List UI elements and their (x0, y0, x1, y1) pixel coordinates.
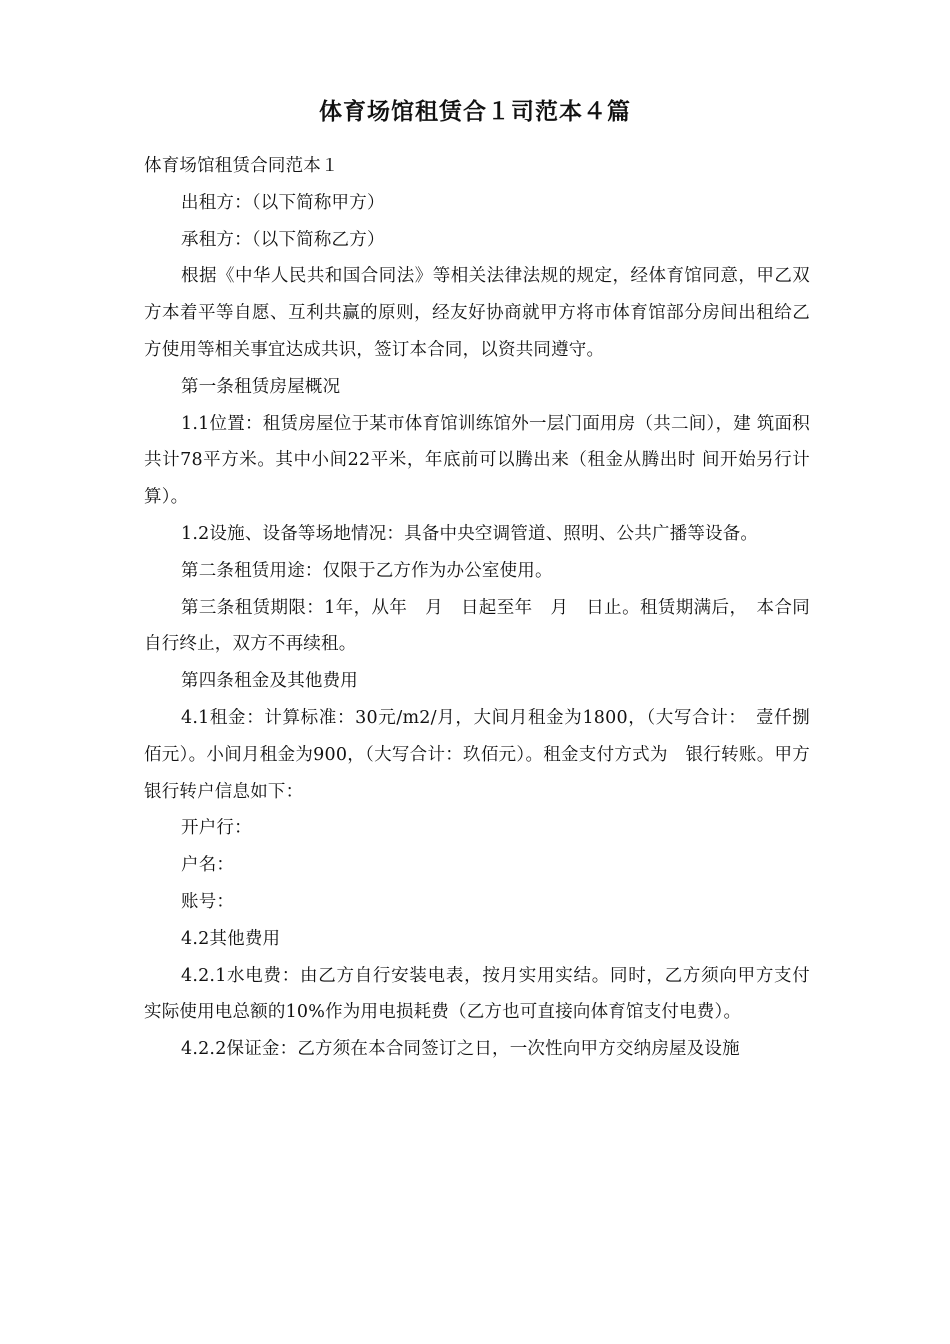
account-number-field: 账号： (181, 891, 235, 912)
article-4-heading: 第四条租金及其他费用 (181, 671, 358, 692)
article-1-heading: 第一条租赁房屋概况 (181, 376, 341, 397)
document-title: 体育场馆租赁合１司范本４篇 (319, 99, 631, 125)
paragraph-preamble: 根据《中华人民共和国合同法》等相关法律法规的规定，经体育馆同意，甲乙双方本着平等自愿、互利共赢的原则，经友好协商就甲方将市体育馆部分房间出租给乙方使用等相关事宜达成共识，签订本合同，以资共同遵守。 (144, 266, 810, 360)
clause-4-2-2: 4.2.2保证金：乙方须在本合同签订之日，一次性向甲方交纳房屋及设施 (181, 1039, 740, 1060)
clause-4-1: 4.1租金：计算标准：30元/m2/月，大间月租金为1800，（大写合计： 壹仟捌佰元）。小间月租金为900，（大写合计：玖佰元）。租金支付方式为 银行转账。甲方银行转户信息如下： (144, 707, 810, 802)
section-heading: 体育场馆租赁合同范本１ (144, 156, 339, 176)
document-body (144, 148, 810, 1068)
clause-4-2-1: 4.2.1水电费：由乙方自行安装电表，按月实用实结。同时，乙方须向甲方支付实际使用电总额的10%作为用电损耗费（乙方也可直接向体育馆支付电费）。 (144, 965, 810, 1023)
bank-name-field: 开户行： (181, 818, 252, 839)
clause-1-2: 1.2设施、设备等场地情况：具备中央空调管道、照明、公共广播等设备。 (181, 523, 759, 544)
clause-4-2: 4.2其他费用 (181, 928, 281, 949)
paragraph-lessee: 承租方：（以下简称乙方） (181, 229, 385, 250)
paragraph-lessor: 出租方：（以下简称甲方） (181, 192, 385, 213)
clause-1-1: 1.1位置：租赁房屋位于某市体育馆训练馆外一层门面用房（共二间），建 筑面积共计78平方米。其中小间22平米，年底前可以腾出来（租金从腾出时 间开始另行计算）。 (144, 413, 810, 508)
article-3: 第三条租赁期限：1年，从年 月 日起至年 月 日止。租赁期满后， 本合同自行终止，双方不再续租。 (144, 597, 810, 655)
account-name-field: 户名： (181, 855, 235, 876)
article-2: 第二条租赁用途：仅限于乙方作为办公室使用。 (181, 560, 553, 581)
